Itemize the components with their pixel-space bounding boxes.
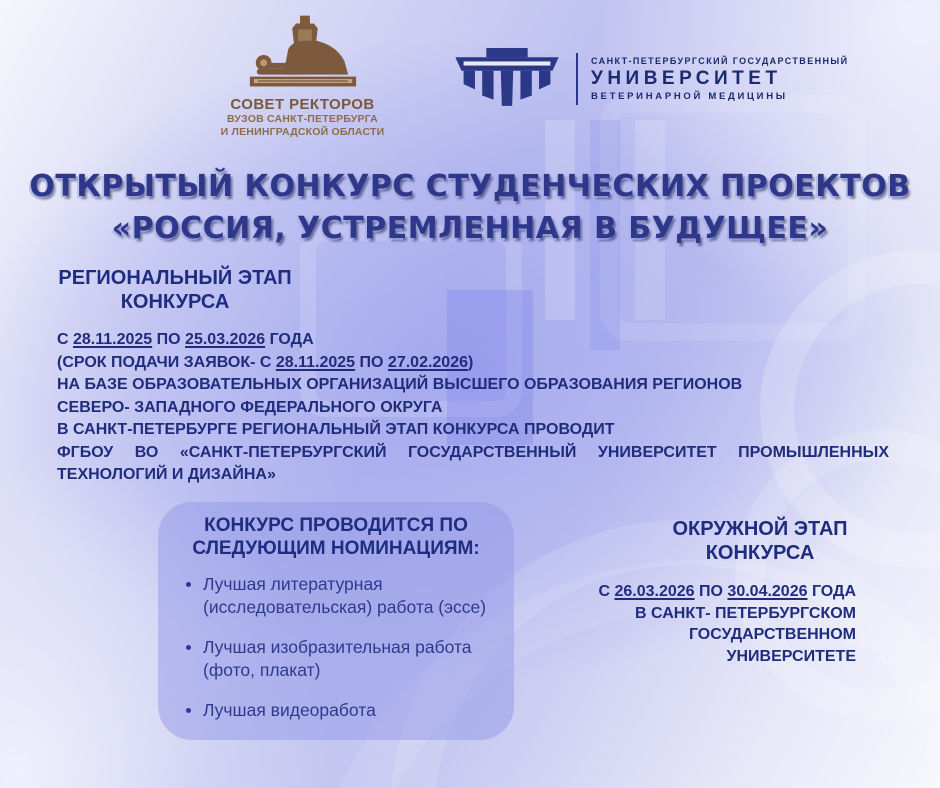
nomination-text: Лучшая изобразительная работа (фото, плакат) bbox=[203, 637, 472, 680]
poster-title bbox=[0, 166, 940, 250]
list-item bbox=[184, 699, 488, 722]
district-stage-heading bbox=[664, 517, 856, 565]
district-location-line1: В САНКТ- ПЕТЕРБУРГСКОМ bbox=[635, 604, 856, 622]
sphinx-statue-icon bbox=[244, 14, 362, 94]
bullet-icon bbox=[186, 708, 191, 713]
nominations-heading-line1: КОНКУРС ПРОВОДИТСЯ ПО bbox=[204, 515, 468, 536]
period-start-date: 26.03.2026 bbox=[614, 583, 695, 600]
district-stage-section bbox=[560, 517, 856, 667]
period-prefix: С bbox=[57, 331, 73, 348]
nominations-heading bbox=[184, 514, 488, 560]
district-stage-details bbox=[560, 581, 856, 667]
period-suffix: ГОДА bbox=[265, 331, 314, 348]
period-middle: ПО bbox=[152, 331, 186, 348]
period-middle: ПО bbox=[694, 583, 728, 600]
regional-period-line bbox=[57, 329, 889, 352]
portico-columns-icon bbox=[448, 48, 566, 110]
rectors-logo-subtitle1: ВУЗОВ САНКТ-ПЕТЕРБУРГА bbox=[227, 113, 378, 125]
period-end-date: 30.04.2026 bbox=[727, 583, 808, 600]
bullet-icon bbox=[186, 582, 191, 587]
nominations-heading-line2: СЛЕДУЮЩИМ НОМИНАЦИЯМ: bbox=[192, 538, 480, 559]
rectors-council-logo bbox=[195, 14, 410, 139]
university-logo-main-line: УНИВЕРСИТЕТ bbox=[591, 68, 782, 89]
application-suffix: ) bbox=[468, 353, 474, 371]
district-period-line bbox=[560, 581, 856, 603]
regional-stage-heading-line1: РЕГИОНАЛЬНЫЙ ЭТАП bbox=[58, 267, 292, 289]
poster-title-line2: «РОССИЯ, УСТРЕМЛЕННАЯ В БУДУЩЕЕ» bbox=[111, 211, 829, 246]
district-stage-heading-line2: КОНКУРСА bbox=[705, 542, 815, 564]
application-start-date: 28.11.2025 bbox=[275, 353, 356, 371]
list-item bbox=[184, 636, 488, 682]
nomination-text: Лучшая литературная (исследовательская) работа (эссе) bbox=[203, 574, 487, 617]
application-middle: ПО bbox=[355, 353, 388, 371]
nomination-text: Лучшая видеоработа bbox=[203, 700, 376, 720]
bullet-icon bbox=[186, 645, 191, 650]
application-end-date: 27.02.2026 bbox=[387, 353, 468, 371]
period-prefix: С bbox=[598, 583, 615, 600]
regional-stage-details bbox=[57, 329, 889, 487]
nominations-panel bbox=[158, 502, 514, 740]
period-end-date: 25.03.2026 bbox=[185, 331, 266, 348]
university-logo-top-line: САНКТ-ПЕТЕРБУРГСКИЙ ГОСУДАРСТВЕННЫЙ bbox=[591, 56, 849, 66]
application-prefix: (СРОК ПОДАЧИ ЗАЯВОК- С bbox=[57, 353, 276, 371]
regional-base-line: НА БАЗЕ ОБРАЗОВАТЕЛЬНЫХ ОРГАНИЗАЦИЙ ВЫСШЕГО ОБРАЗОВАНИЯ РЕГИОНОВ bbox=[57, 376, 743, 393]
application-period-line bbox=[57, 352, 889, 375]
regional-stage-heading bbox=[57, 266, 293, 314]
nominations-list bbox=[184, 573, 488, 722]
regional-operator-line: В САНКТ-ПЕТЕРБУРГЕ РЕГИОНАЛЬНЫЙ ЭТАП КОНКУРСА ПРОВОДИТ bbox=[57, 421, 615, 438]
rectors-logo-title: СОВЕТ РЕКТОРОВ bbox=[230, 96, 375, 113]
rectors-logo-subtitle2: И ЛЕНИНГРАДСКОЙ ОБЛАСТИ bbox=[220, 126, 385, 138]
period-start-date: 28.11.2025 bbox=[73, 331, 153, 348]
veterinary-university-logo bbox=[448, 48, 848, 110]
regional-stage-heading-line2: КОНКУРСА bbox=[120, 291, 230, 313]
organizer-name-line2: ТЕХНОЛОГИЙ И ДИЗАЙНА» bbox=[57, 466, 276, 483]
regional-district-line: СЕВЕРО- ЗАПАДНОГО ФЕДЕРАЛЬНОГО ОКРУГА bbox=[57, 398, 443, 416]
organizer-name-line1: ФГБОУ ВО «САНКТ-ПЕТЕРБУРГСКИЙ ГОСУДАРСТВЕННЫЙ УНИВЕРСИТЕТ ПРОМЫШЛЕННЫХ bbox=[57, 443, 889, 461]
period-suffix: ГОДА bbox=[807, 583, 856, 600]
university-logo-bottom-line: ВЕТЕРИНАРНОЙ МЕДИЦИНЫ bbox=[591, 91, 788, 102]
district-location-line2: ГОСУДАРСТВЕННОМ УНИВЕРСИТЕТЕ bbox=[688, 626, 856, 665]
list-item bbox=[184, 573, 488, 619]
district-stage-heading-line1: ОКРУЖНОЙ ЭТАП bbox=[672, 518, 848, 540]
poster-title-line1: ОТКРЫТЫЙ КОНКУРС СТУДЕНЧЕСКИХ ПРОЕКТОВ bbox=[29, 169, 911, 204]
logo-divider bbox=[576, 53, 578, 105]
